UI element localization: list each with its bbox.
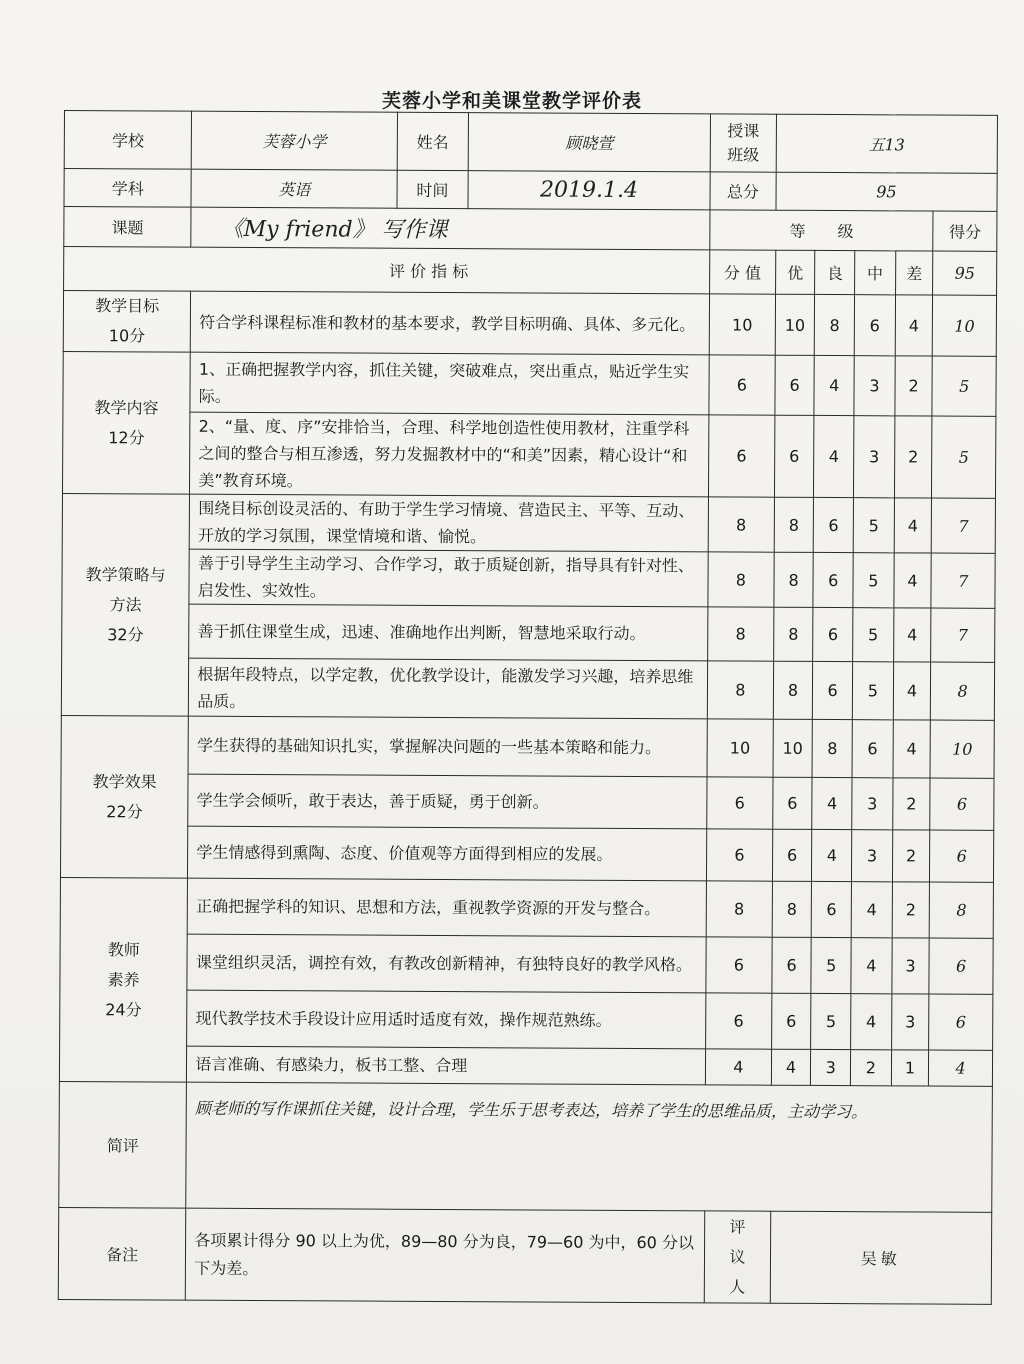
points-cell: 6: [706, 993, 772, 1049]
grade-cell-c: 3: [854, 416, 895, 498]
grade-cell-c: 4: [851, 882, 892, 938]
grade-cell-c: 6: [854, 295, 895, 356]
handwritten-score: 7: [931, 498, 995, 553]
points-cell: 6: [707, 777, 773, 829]
grade-cell-a: 6: [772, 829, 812, 881]
handwritten-score: 6: [929, 994, 993, 1050]
grade-cell-d: 4: [894, 553, 932, 608]
header-row-2: [64, 169, 997, 212]
grade-cell-a: 8: [774, 552, 814, 607]
grade-cell-b: 4: [812, 777, 852, 829]
criteria-text: 根据年段特点，以学定教，优化教学设计，能激发学习兴趣，培养思维品质。: [189, 658, 708, 719]
handwritten-score: 7: [931, 553, 995, 608]
grade-cell-b: 3: [811, 1049, 851, 1085]
criteria-row: [63, 351, 996, 416]
criteria-text: 学生情感得到熏陶、态度、价值观等方面得到相应的发展。: [188, 826, 707, 881]
criteria-row: [61, 773, 994, 830]
form-title: 芙蓉小学和美课堂教学评价表: [381, 90, 642, 112]
grade-cell-b: 6: [814, 497, 854, 552]
points-cell: 4: [705, 1049, 771, 1085]
grade-cell-a: 10: [775, 294, 815, 355]
grade-cell-b: 5: [811, 993, 851, 1049]
school-value: 芙蓉小学: [192, 111, 398, 170]
poor-header: 差: [895, 251, 933, 295]
grade-cell-c: 5: [853, 608, 894, 662]
comment-row: [59, 1081, 993, 1212]
handwritten-score: 6: [930, 830, 994, 882]
grade-cell-d: 4: [895, 295, 933, 356]
grade-cell-c: 5: [853, 553, 894, 608]
name-value: 顾晓萱: [468, 113, 710, 172]
grade-cell-d: 2: [892, 882, 930, 938]
grade-cell-b: 4: [814, 415, 854, 497]
reviewer-label: 评 议 人: [704, 1211, 770, 1303]
points-cell: 6: [708, 415, 774, 497]
handwritten-score: 8: [931, 662, 995, 720]
points-cell: 6: [706, 829, 772, 881]
grade-cell-c: 4: [851, 938, 892, 994]
evaluation-table: [58, 110, 998, 1305]
grade-cell-a: 6: [775, 355, 815, 415]
criteria-text: 围绕目标创设灵活的、有助于学生学习情境、营造民主、平等、互动、开放的学习氛围，课堂情境和谐、愉悦。: [190, 494, 709, 552]
grade-cell-a: 6: [774, 415, 814, 497]
total-value: 95: [776, 172, 997, 211]
category-label: 教学内容 12分: [62, 351, 190, 494]
criteria-text: 善于抓住课堂生成，迅速、准确地作出判断，智慧地采取行动。: [189, 604, 708, 661]
points-cell: 8: [707, 661, 773, 719]
grade-cell-d: 4: [893, 720, 931, 778]
grade-cell-d: 2: [892, 830, 930, 882]
grade-cell-c: 5: [853, 498, 894, 553]
time-label: 时间: [397, 170, 468, 208]
grade-cell-a: 8: [773, 661, 813, 719]
criteria-row: [60, 933, 993, 994]
criteria-text: 正确把握学科的知识、思想和方法，重视教学资源的开发与整合。: [187, 878, 706, 937]
points-cell: 10: [707, 719, 773, 777]
grade-cell-a: 6: [772, 777, 812, 829]
reviewer-signature: 吴敏: [770, 1211, 992, 1304]
grade-cell-a: 8: [773, 607, 813, 661]
handwritten-score: 10: [933, 295, 997, 356]
grade-cell-c: 3: [852, 830, 893, 882]
criteria-text: 符合学科课程标准和教材的基本要求，教学目标明确、具体、多元化。: [191, 291, 710, 355]
remarks-row: [58, 1207, 991, 1304]
class-value: 五13: [776, 114, 998, 173]
grade-cell-a: 6: [772, 937, 812, 993]
grade-cell-b: 6: [813, 552, 853, 607]
handwritten-score: 7: [931, 608, 995, 662]
good-header: 良: [815, 250, 855, 294]
grade-cell-b: 4: [814, 355, 854, 415]
grade-cell-b: 6: [812, 881, 852, 937]
criteria-row: [63, 291, 996, 357]
grade-cell-d: 3: [892, 938, 930, 994]
class-label: 授课 班级: [710, 114, 776, 172]
points-cell: 8: [706, 881, 772, 937]
grade-cell-d: 3: [891, 994, 929, 1050]
criteria-row: [62, 603, 995, 662]
subject-value: 英语: [191, 169, 397, 208]
grade-cell-d: 4: [893, 662, 931, 720]
criteria-row: [62, 493, 995, 553]
grade-cell-d: 4: [894, 498, 932, 553]
grade-cell-d: 2: [894, 416, 932, 498]
grade-cell-a: 10: [773, 719, 813, 777]
grade-cell-c: 3: [854, 356, 895, 416]
remarks-text: 各项累计得分 90 以上为优，89—80 分为良，79—60 为中，60 分以下为差。: [186, 1208, 705, 1303]
handwritten-score: 6: [929, 938, 993, 994]
grade-cell-d: 2: [892, 778, 930, 830]
grade-cell-a: 4: [771, 1049, 811, 1085]
category-label: 教学策略与 方法 32分: [61, 493, 189, 716]
criteria-row: [60, 877, 993, 938]
category-label: 教师 素养 24分: [59, 877, 187, 1082]
points-cell: 6: [706, 937, 772, 993]
grade-cell-d: 2: [895, 356, 933, 416]
criteria-row: [62, 548, 995, 608]
topic-label: 课题: [64, 207, 192, 248]
handwritten-score: 10: [930, 720, 994, 778]
grade-cell-d: 1: [891, 1050, 929, 1086]
grade-header: 等 级: [710, 210, 934, 251]
grade-cell-c: 6: [852, 720, 893, 778]
grade-cell-b: 8: [815, 294, 855, 355]
handwritten-score: 6: [930, 778, 994, 830]
category-label: 教学效果 22分: [60, 715, 188, 878]
grade-cell-b: 8: [812, 719, 852, 777]
score-header: 得分: [933, 211, 997, 251]
criteria-text: 善于引导学生主动学习、合作学习，敢于质疑创新，指导具有针对性、启发性、实效性。: [189, 549, 708, 607]
total-label: 总分: [710, 172, 776, 210]
grade-cell-c: 4: [851, 994, 892, 1050]
grade-cell-b: 4: [812, 829, 852, 881]
criteria-row: [60, 989, 993, 1050]
criteria-text: 1、正确把握教学内容，抓住关键，突破难点，突出重点，贴近学生实际。: [190, 352, 709, 415]
handwritten-score: 5: [932, 356, 996, 416]
grade-cell-a: 8: [774, 497, 814, 552]
grade-cell-d: 4: [893, 608, 931, 662]
criteria-text: 2、“量、度、序”安排恰当，合理、科学地创造性使用教材，注重学科之间的整合与相互渗透，努力发掘教材中的“和美”因素，精心设计“和美”教育环境。: [190, 412, 709, 497]
medium-header: 中: [855, 251, 896, 295]
criteria-row: [59, 1045, 992, 1086]
grade-cell-a: 6: [771, 993, 811, 1049]
subject-label: 学科: [64, 169, 192, 208]
name-label: 姓名: [397, 112, 468, 170]
header-row-3: [64, 207, 997, 252]
points-cell: 10: [709, 294, 775, 355]
comment-label: 简评: [59, 1081, 187, 1208]
criteria-row: [61, 715, 994, 778]
comment-handwritten: 顾老师的写作课抓住关键，设计合理，学生乐于思考表达，培养了学生的思维品质，主动学习。: [186, 1082, 992, 1212]
remarks-label: 备注: [58, 1207, 186, 1300]
criteria-text: 语言准确、有感染力，板书工整、合理: [187, 1046, 706, 1085]
criteria-text: 学生学会倾听，敢于表达，善于质疑，勇于创新。: [188, 774, 707, 829]
points-header: 分 值: [710, 250, 776, 294]
points-cell: 8: [708, 607, 774, 661]
grade-cell-c: 3: [852, 778, 893, 830]
criteria-text: 现代教学技术手段设计应用适时适度有效，操作规范熟练。: [187, 990, 706, 1049]
criteria-text: 学生获得的基础知识扎实，掌握解决问题的一些基本策略和能力。: [188, 716, 707, 777]
criteria-row: [60, 825, 993, 882]
points-cell: 8: [708, 552, 774, 607]
points-cell: 6: [709, 355, 775, 415]
grade-cell-b: 6: [813, 661, 853, 719]
criteria-text: 课堂组织灵活，调控有效，有教改创新精神，有独特良好的教学风格。: [187, 934, 706, 993]
grade-cell-a: 8: [772, 881, 812, 937]
header-row-1: [64, 111, 997, 174]
school-label: 学校: [64, 111, 192, 170]
total-score-handwritten: 95: [933, 251, 997, 295]
grade-cell-c: 5: [852, 662, 893, 720]
criteria-row: [62, 411, 995, 498]
grade-cell-c: 2: [850, 1050, 891, 1086]
header-row-4: [64, 247, 997, 296]
excellent-header: 优: [775, 250, 815, 294]
handwritten-score: 8: [929, 882, 993, 938]
category-label: 教学目标 10分: [63, 291, 191, 353]
topic-value: 《My friend》 写作课: [191, 207, 710, 250]
criteria-row: [61, 657, 994, 720]
grade-cell-b: 5: [811, 937, 851, 993]
grade-cell-b: 6: [813, 607, 853, 661]
handwritten-score: 4: [929, 1050, 993, 1086]
indicator-header: 评 价 指 标: [64, 247, 710, 294]
time-value: 2019.1.4: [468, 171, 710, 210]
points-cell: 8: [708, 497, 774, 552]
handwritten-score: 5: [932, 416, 996, 498]
